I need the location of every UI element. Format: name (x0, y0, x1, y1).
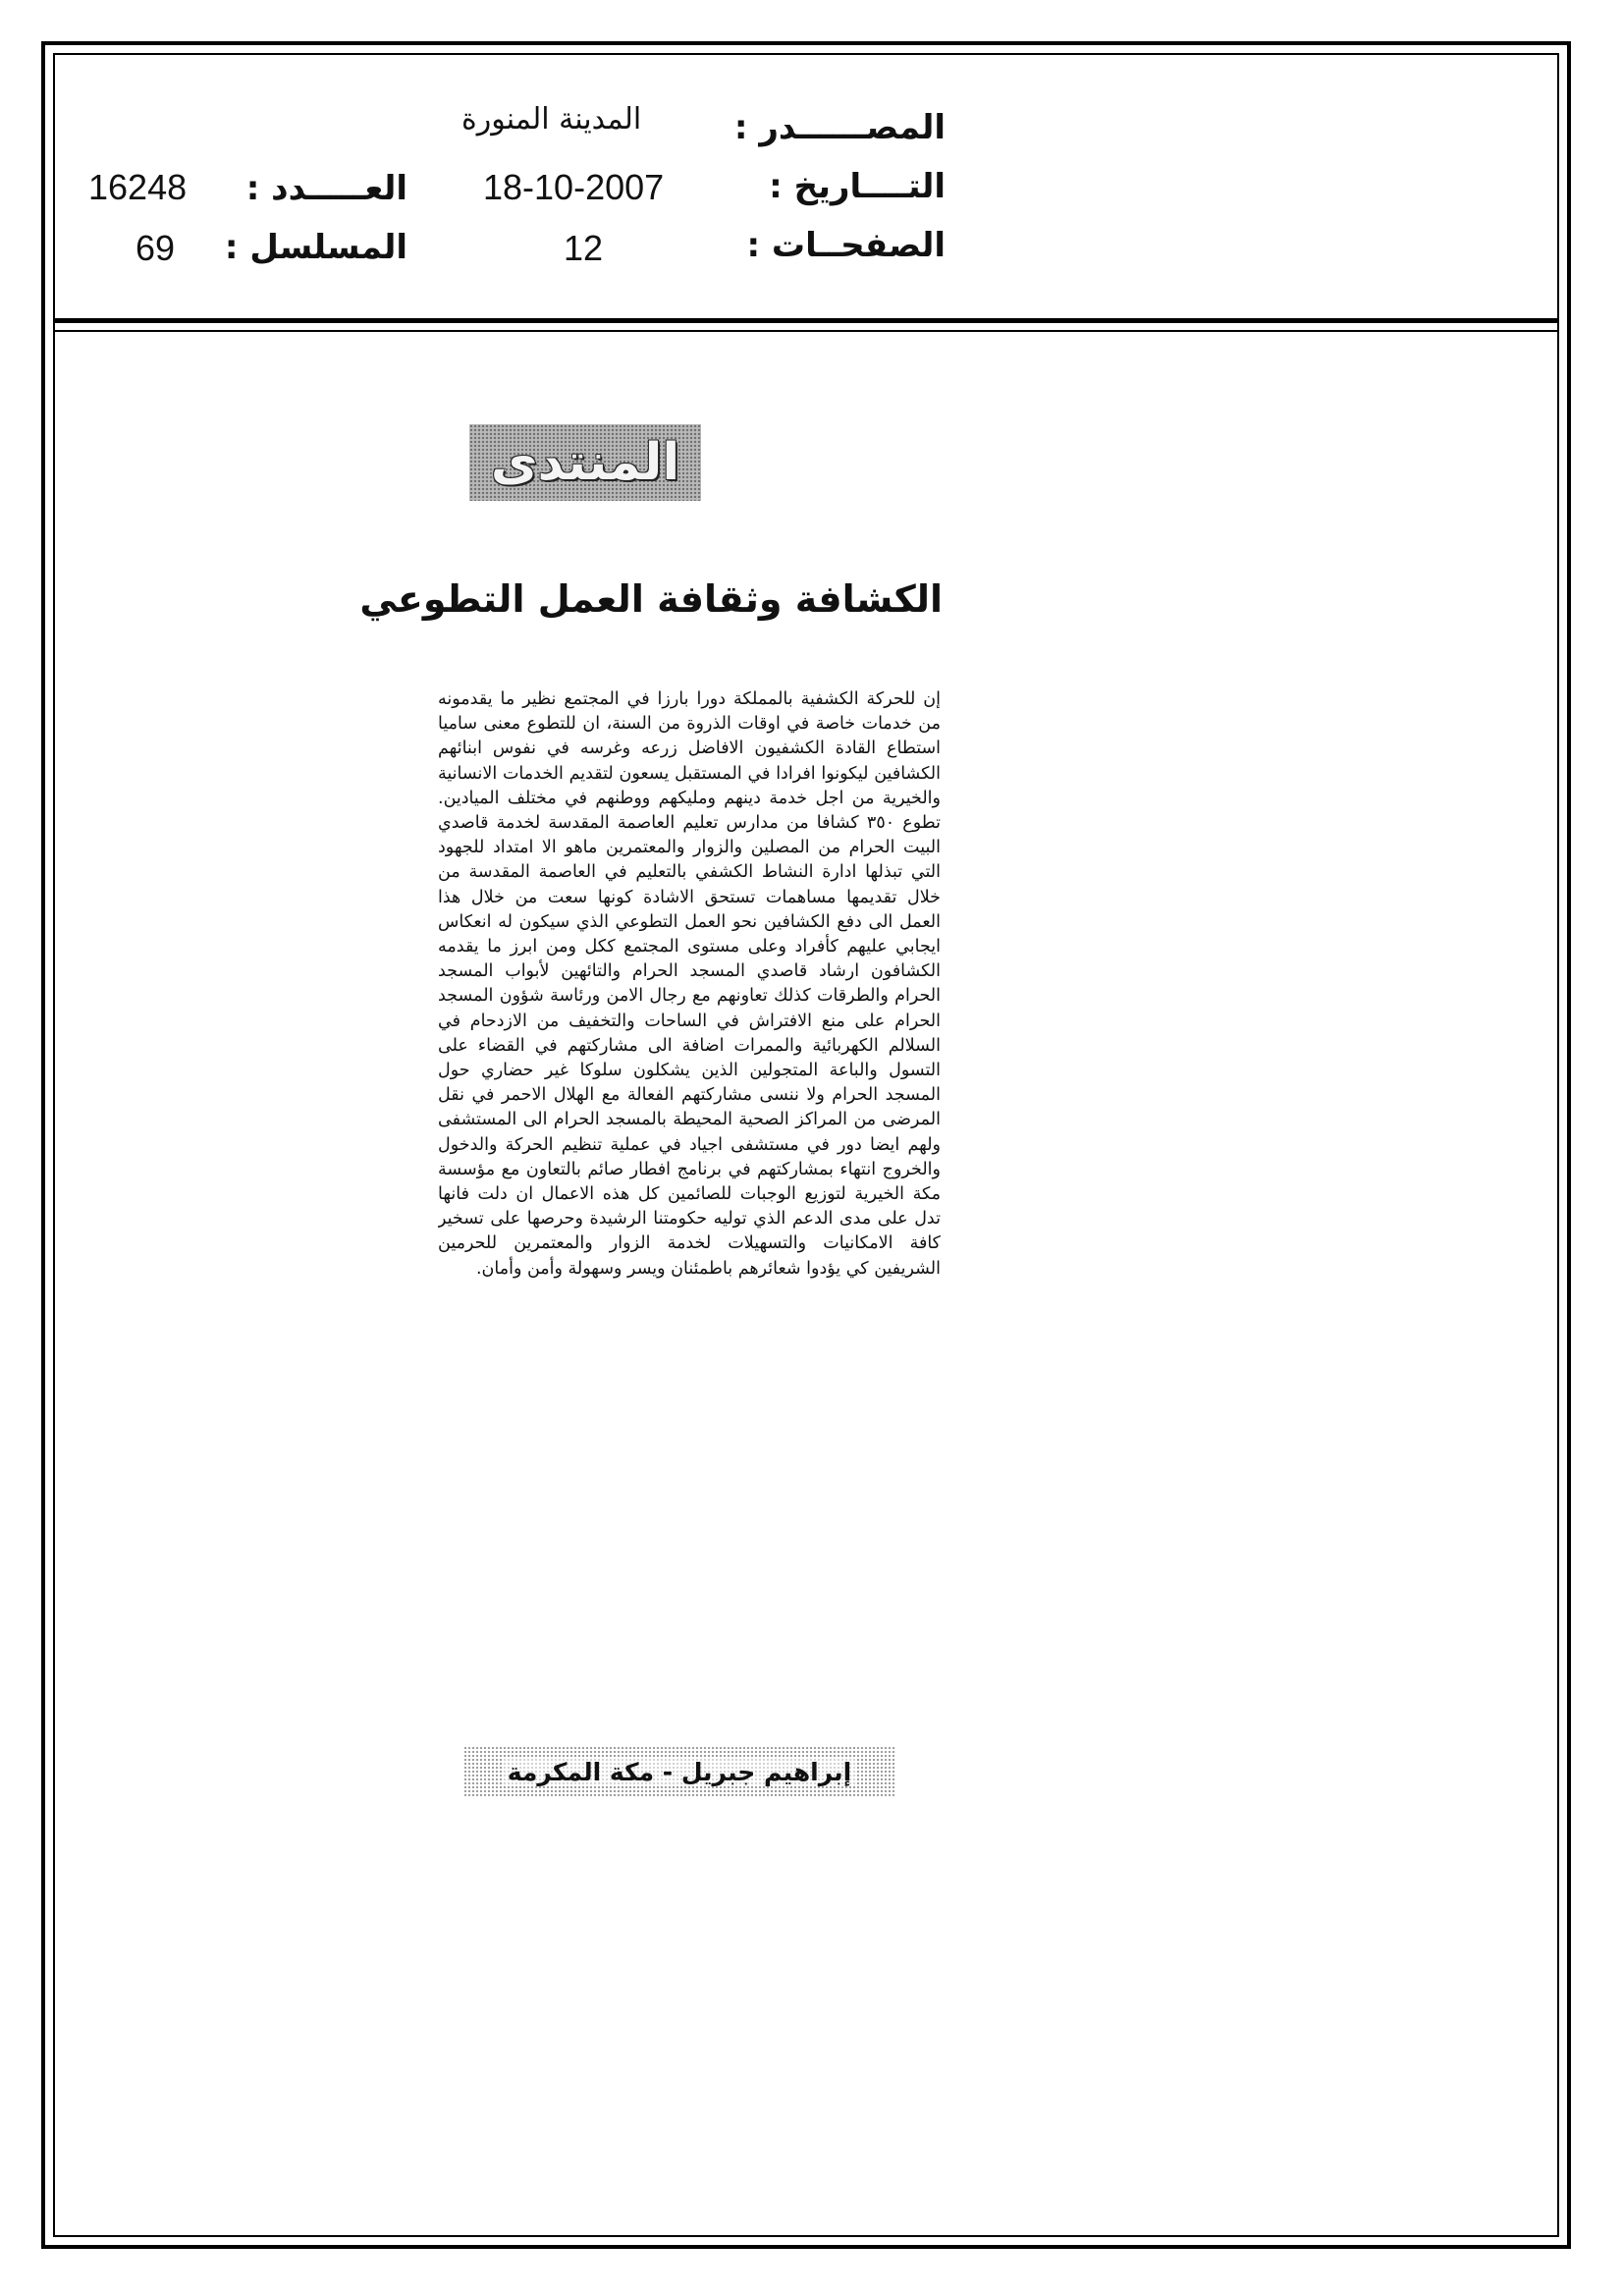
header-divider-thin (53, 330, 1559, 332)
date-value: 18-10-2007 (483, 167, 665, 207)
pages-label: الصفحــات : (746, 226, 946, 265)
article-body: إن للحركة الكشفية بالمملكة دورا بارزا في المجتمع نظير ما يقدمونه من خدمات خاصة في اوقات الذروة من السنة، ان للتطوع معنى ساميا استطاع القادة الكشفيون الافاضل زرعه وغرسه في نفوس ابنائهم الكشافين ليكونوا افرادا في المستقبل يسعون لتقديم الخدمات الانسانية والخيرية من اجل خدمة دينهم ومليكهم ووطنهم في مختلف الميادين. تطوع ٣٥٠ كشافا من مدارس تعليم العاصمة المقدسة لخدمة قاصدي البيت الحرام من المصلين والزوار والمعتمرين ماهو الا امتداد للجهود التي تبذلها ادارة النشاط الكشفي بالتعليم في العاصمة المقدسة من خلال تقديمها مساهمات تستحق الاشادة كونها سعت من خلال هذا العمل الى دفع الكشافين نحو العمل التطوعي الذي سيكون له انعكاس ايجابي عليهم كأفراد وعلى مستوى المجتمع ككل ومن ابرز ما يقدمه الكشافون ارشاد قاصدي المسجد الحرام والتائهين لأبواب المسجد الحرام والطرقات كذلك تعاونهم مع رجال الامن ورئاسة شؤون المسجد الحرام على منع الافتراش في الساحات والتخفيف من الازدحام في السلالم الكهربائية والممرات اضافة الى مشاركتهم في القضاء على التسول والباعة المتجولين الذين يشكلون سلوكا غير حضاري حول المسجد الحرام ولا ننسى مشاركتهم الفعالة مع الهلال الاحمر في نقل المرضى من المراكز الصحية المحيطة بالمسجد الحرام الى المستشفى ولهم ايضا دور في مستشفى اجياد في عملية تنظيم الحركة والدخول والخروج انتهاء بمشاركتهم في برنامج افطار صائم بالتعاون مع مؤسسة مكة الخيرية لتوزيع الوجبات للصائمين كل هذه الاعمال ان دلت فانها تدل على مدى الدعم الذي توليه حكومتنا الرشيدة وحرصها على تسخير كافة الامكانيات والتسهيلات لخدمة الزوار والمعتمرين للحرمين الشريفين كي يؤدوا شعائرهم باطمئنان ويسر وسهولة وأمن وأمان. (438, 689, 941, 1279)
date-label: التــــاريخ : (769, 167, 946, 206)
issue-label: العـــــدد : (245, 169, 407, 208)
source-value: المدينة المنورة (461, 102, 642, 137)
byline-box (463, 1746, 895, 1797)
pages-value: 12 (564, 228, 604, 268)
serial-value: 69 (135, 228, 176, 268)
source-label: المصــــــدر : (733, 108, 946, 147)
article-headline: الكشافة وثقافة العمل التطوعي (359, 577, 943, 621)
serial-label: المسلسل : (224, 228, 407, 267)
issue-value: 16248 (88, 167, 188, 207)
article-byline: إبراهيم جبريل - مكة المكرمة (502, 1758, 858, 1786)
header-divider (53, 318, 1559, 323)
section-logo (469, 424, 701, 501)
section-logo-text: المنتدى (490, 433, 680, 492)
